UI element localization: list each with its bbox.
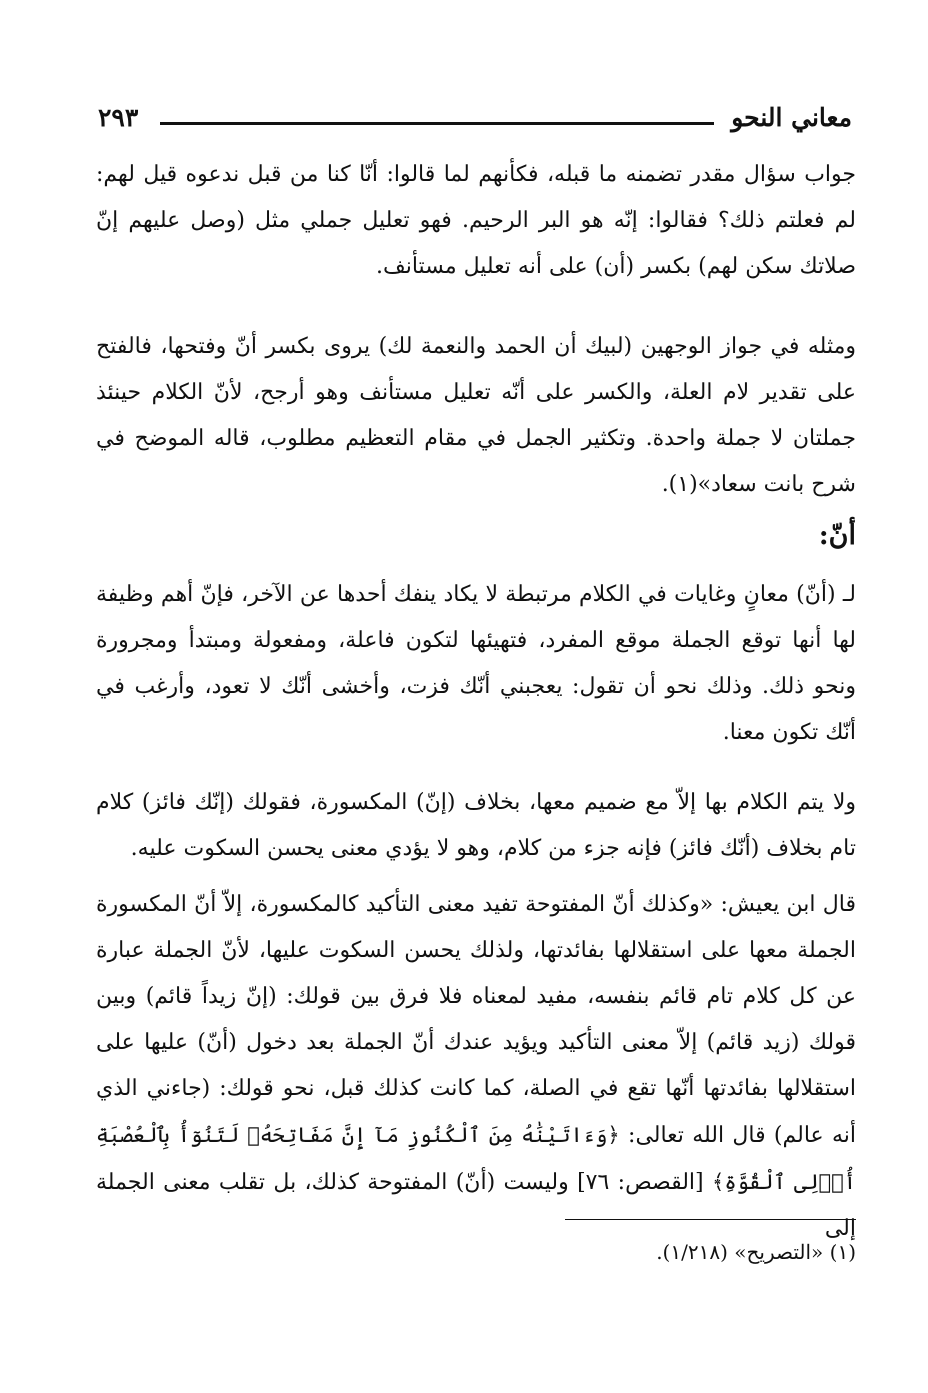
section-heading: أنّ: xyxy=(818,520,856,551)
header-rule xyxy=(160,122,714,125)
paragraph-1: جواب سؤال مقدر تضمنه ما قبله، فكأنهم لما قالوا: أنّا كنا من قبل ندعوه قيل لهم: لم فعلتم ذلك؟ فقالوا: إنّه هو البر الرحيم. فهو تعليل جملي مثل (وصل عليهم إنّ صلاتك سكن لهم) بكسر (أن) على أنه تعليل مستأنف. xyxy=(96,162,856,279)
paragraph-5 xyxy=(96,882,856,1252)
page-number: ٢٩٣ xyxy=(98,103,139,132)
paragraph-3: لـ (أنّ) معانٍ وغايات في الكلام مرتبطة لا يكاد ينفك أحدها عن الآخر، فإنّ أهم وظيفة لها أنها توقع الجملة موقع المفرد، فتهيئها لتكون فاعلة، ومفعولة ومبتدأ ومجرورة ونحو ذلك. وذلك نحو أن تقول: يعجبني أنّك فزت، وأخشى أنّك لا تعود، وأرغب في أنّك تكون معنا. xyxy=(96,582,856,745)
page-header xyxy=(98,100,852,140)
footnote-rule xyxy=(565,1219,856,1220)
ibn-yaish-quote: قال ابن يعيش: «وكذلك أنّ المفتوحة تفيد معنى التأكيد كالمكسورة، إلاّ أنّ المكسورة الجملة معها على استقلالها بفائدتها، ولذلك يحسن السكوت عليها، لأنّ الجملة عبارة عن كل كلام تام قائم بنفسه، مفيد لمعناه فلا فرق بين قولك: (إنّ زيداً قائم) وبين قولك (زيد قائم) إلاّ معنى التأكيد ويؤيد عندك أنّ الجملة بعد دخول (أنّ) عليها على استقلالها بفائدتها أنّها تقع في الصلة، كما كانت كذلك قبل، نحو قولك: (جاءني الذي أنه عالم) قال الله تعالى: xyxy=(96,892,856,1148)
paragraph-2: ومثله في جواز الوجهين (لبيك أن الحمد والنعمة لك) يروى بكسر أنّ وفتحها، فالفتح على تقدير لام العلة، والكسر على أنّه تعليل مستأنف وهو أرجح، لأنّ الكلام حينئذ جملتان لا جملة واحدة. وتكثير الجمل في مقام التعظيم مطلوب، قاله الموضح في شرح بانت سعاد»(١). xyxy=(96,334,856,497)
footnote: (١) «التصريح» (١/٢١٨). xyxy=(656,1240,856,1264)
quran-verse: ﴿وَءَاتَيْنَٰهُ مِنَ ٱلْكُنُوزِ مَآ إِنَّ مَفَاتِحَهُۥ لَتَنُوٓأُ بِٱلْعُصْبَةِ أُو۟لِى ٱلْقُوَّةِ﴾ xyxy=(96,1123,857,1194)
quote-continuation: [القصص: ٧٦] وليست (أنّ) المفتوحة كذلك، بل تقلب معنى الجملة إلى xyxy=(96,1170,856,1241)
paragraph-4: ولا يتم الكلام بها إلاّ مع ضميم معها، بخلاف (إنّ) المكسورة، فقولك (إنّك فائز) كلام تام بخلاف (أنّك فائز) فإنه جزء من كلام، وهو لا يؤدي معنى يحسن السكوت عليه. xyxy=(96,790,856,861)
running-title: معاني النحو xyxy=(731,103,852,132)
